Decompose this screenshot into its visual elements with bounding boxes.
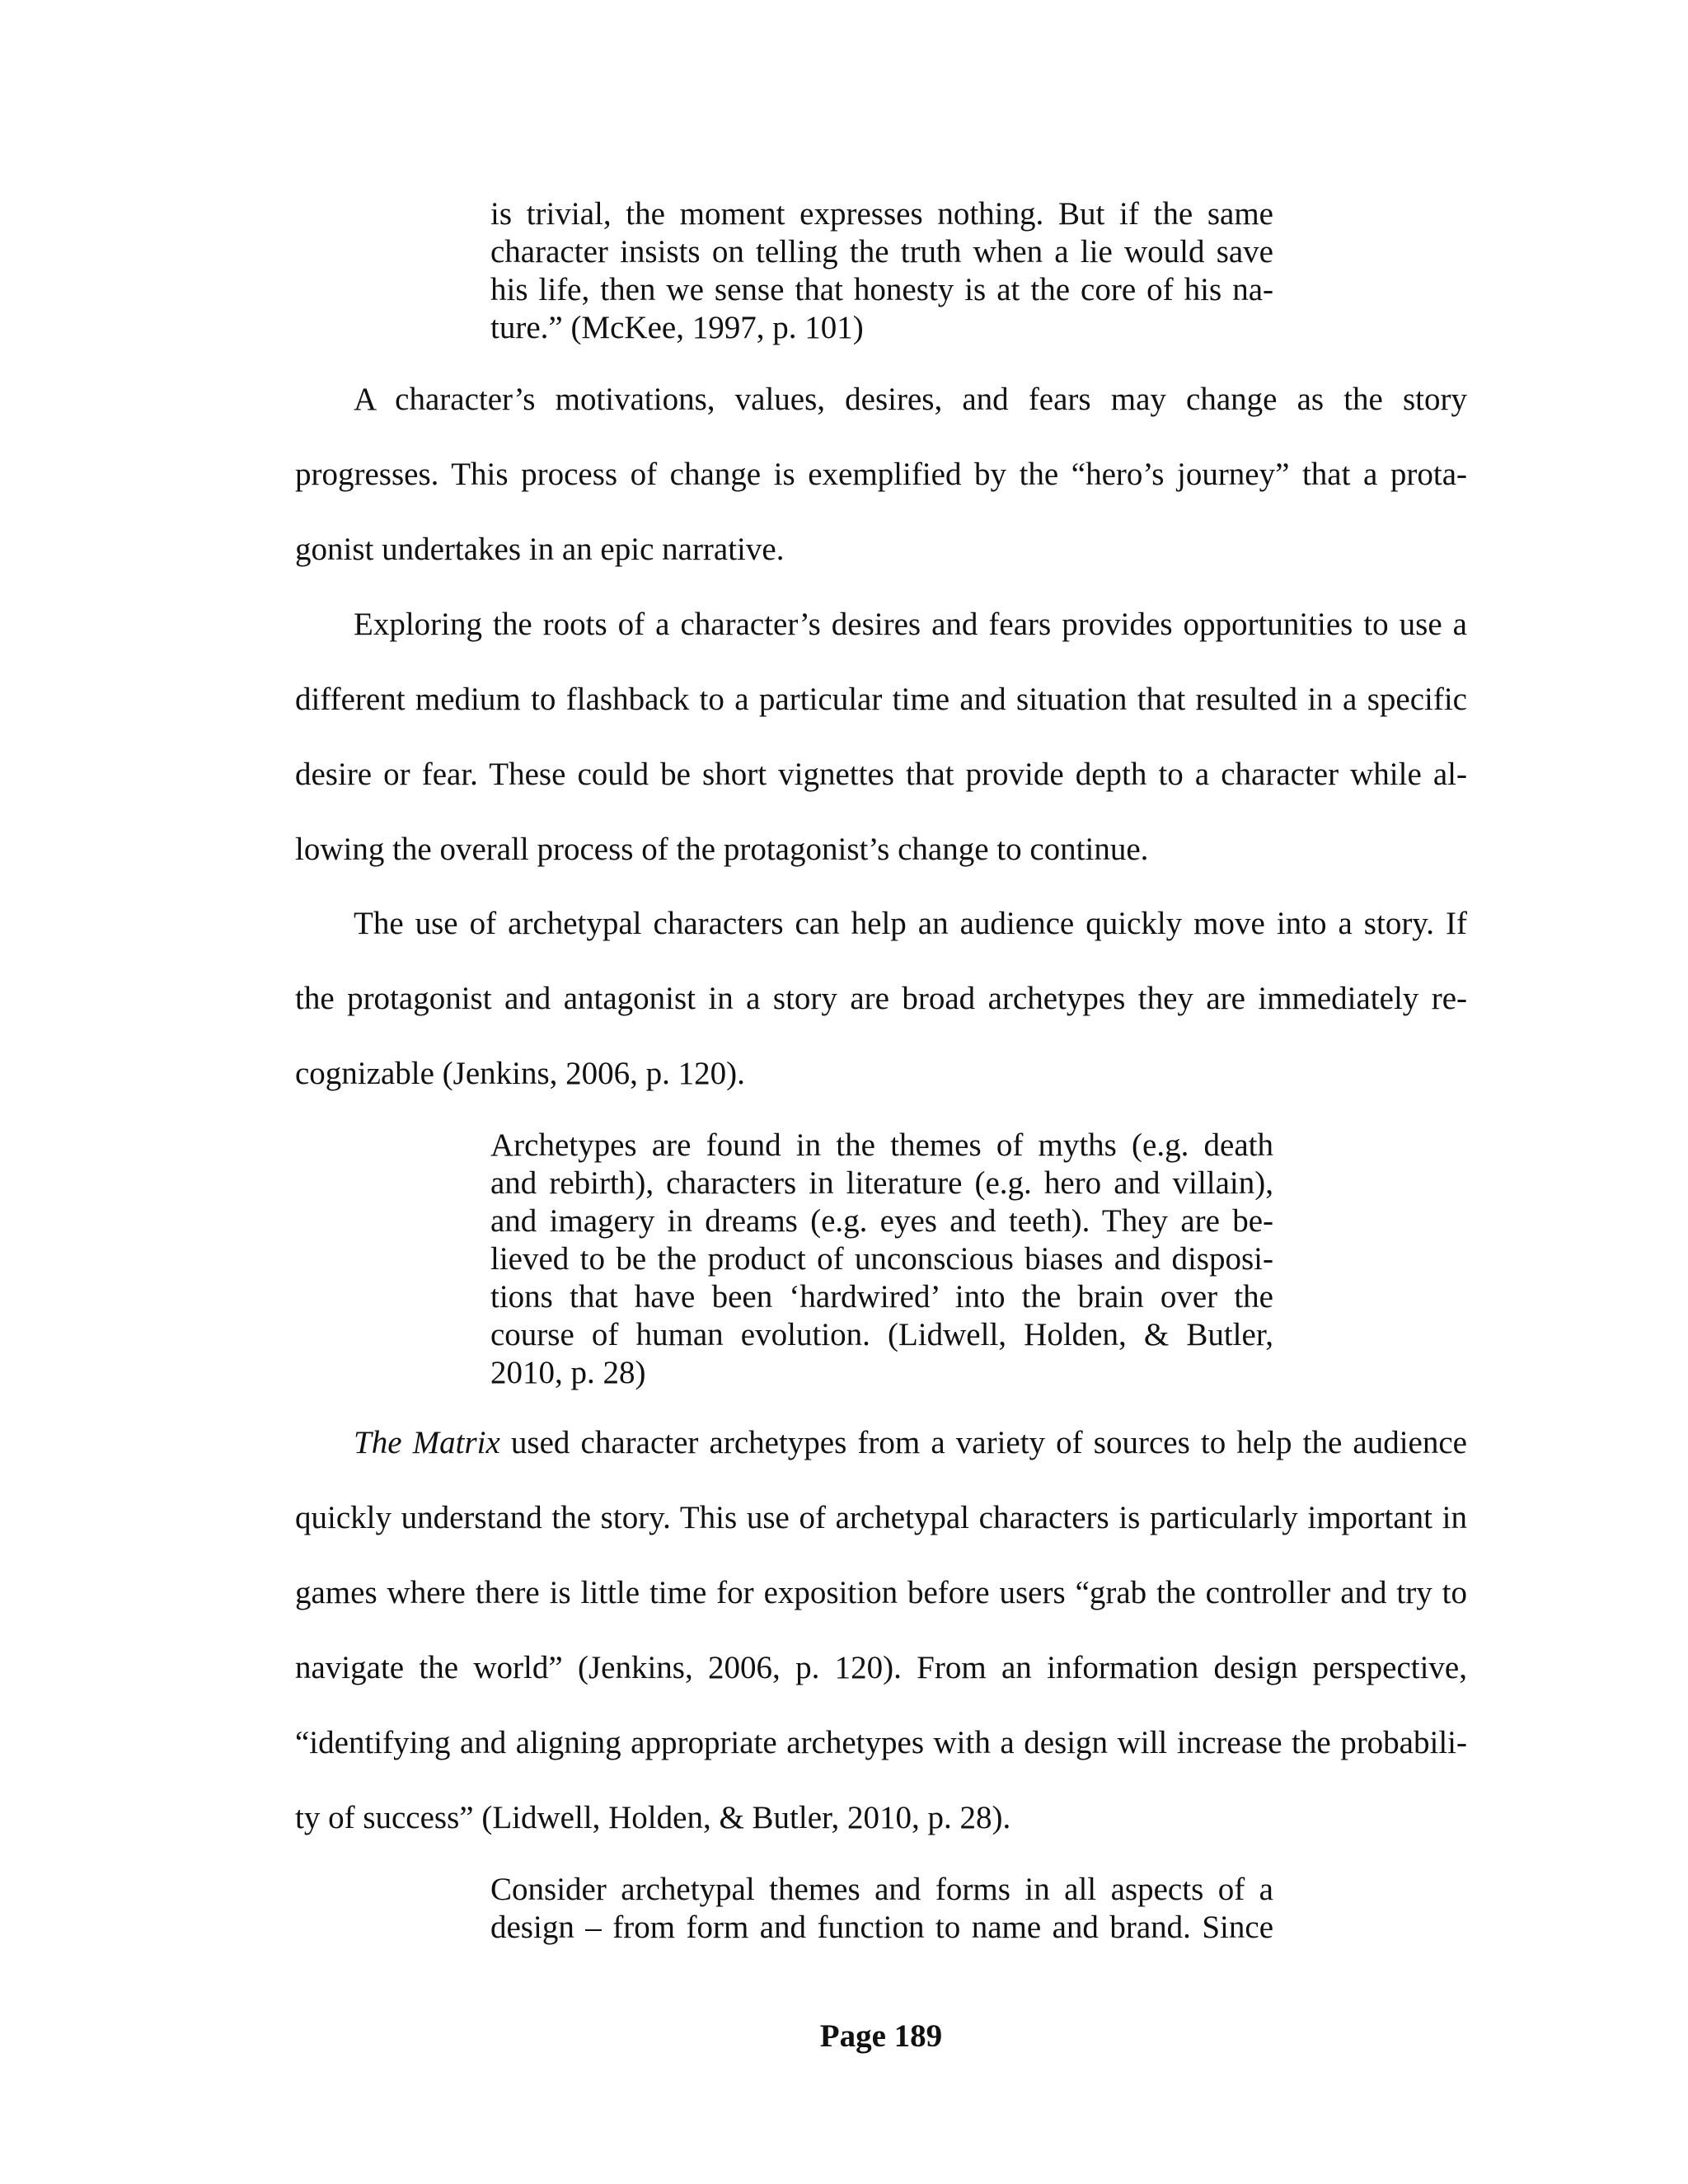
- paragraph2-line: lowing the overall process of the protagonist’s change to continue.: [295, 832, 1149, 867]
- quote3-line: design – from form and function to name and brand. Since: [490, 1910, 1273, 1945]
- paragraph2-line: Exploring the roots of a character’s desires and fears provides opportunities to use a: [354, 607, 1467, 642]
- paragraph4-first-line-rest: used character archetypes from a variety of sources to help the audience: [499, 1425, 1467, 1460]
- paragraph4-line: navigate the world” (Jenkins, 2006, p. 120). From an information design perspective,: [295, 1650, 1467, 1685]
- paragraph3-line: The use of archetypal characters can help an audience quickly move into a story. If: [354, 906, 1467, 941]
- paragraph1-line: progresses. This process of change is exemplified by the “hero’s journey” that a prota-: [295, 457, 1467, 492]
- quote2-line: lieved to be the product of unconscious biases and disposi-: [490, 1241, 1273, 1277]
- quote2-line: Archetypes are found in the themes of myths (e.g. death: [490, 1127, 1273, 1163]
- paragraph2-line: different medium to flashback to a particular time and situation that resulted in a specific: [295, 682, 1467, 717]
- paragraph2-line: desire or fear. These could be short vignettes that provide depth to a character while al-: [295, 757, 1467, 792]
- paragraph3-line: the protagonist and antagonist in a story are broad archetypes they are immediately re-: [295, 981, 1467, 1016]
- quote1-line: is trivial, the moment expresses nothing. But if the same: [490, 196, 1273, 232]
- paragraph3-line: cognizable (Jenkins, 2006, p. 120).: [295, 1056, 745, 1091]
- quote2-line: 2010, p. 28): [490, 1355, 646, 1390]
- quote1-line: character insists on telling the truth when a lie would save: [490, 234, 1273, 269]
- quote2-line: course of human evolution. (Lidwell, Holden, & Butler,: [490, 1317, 1273, 1352]
- paragraph4-line: ty of success” (Lidwell, Holden, & Butler, 2010, p. 28).: [295, 1800, 1011, 1835]
- paragraph4-line: games where there is little time for exposition before users “grab the controller and try to: [295, 1575, 1467, 1610]
- quote1-line: his life, then we sense that honesty is at the core of his na-: [490, 272, 1273, 307]
- quote2-line: tions that have been ‘hardwired’ into the brain over the: [490, 1279, 1273, 1315]
- page-number: Page 189: [819, 2018, 943, 2054]
- matrix-title: The Matrix: [354, 1425, 500, 1460]
- quote2-line: and imagery in dreams (e.g. eyes and teeth). They are be-: [490, 1203, 1273, 1239]
- quote1-line: ture.” (McKee, 1997, p. 101): [490, 310, 864, 345]
- quote3-line: Consider archetypal themes and forms in all aspects of a: [490, 1872, 1273, 1907]
- paragraph4-first-line: [354, 1423, 1467, 1463]
- quote2-line: and rebirth), characters in literature (e.g. hero and villain),: [490, 1165, 1273, 1201]
- paragraph1-line: gonist undertakes in an epic narrative.: [295, 532, 785, 567]
- paragraph4-line: “identifying and aligning appropriate archetypes with a design will increase the probabili-: [295, 1725, 1467, 1760]
- paragraph4-line: quickly understand the story. This use of archetypal characters is particularly important in: [295, 1500, 1467, 1535]
- paragraph1-line: A character’s motivations, values, desires, and fears may change as the story: [354, 382, 1467, 417]
